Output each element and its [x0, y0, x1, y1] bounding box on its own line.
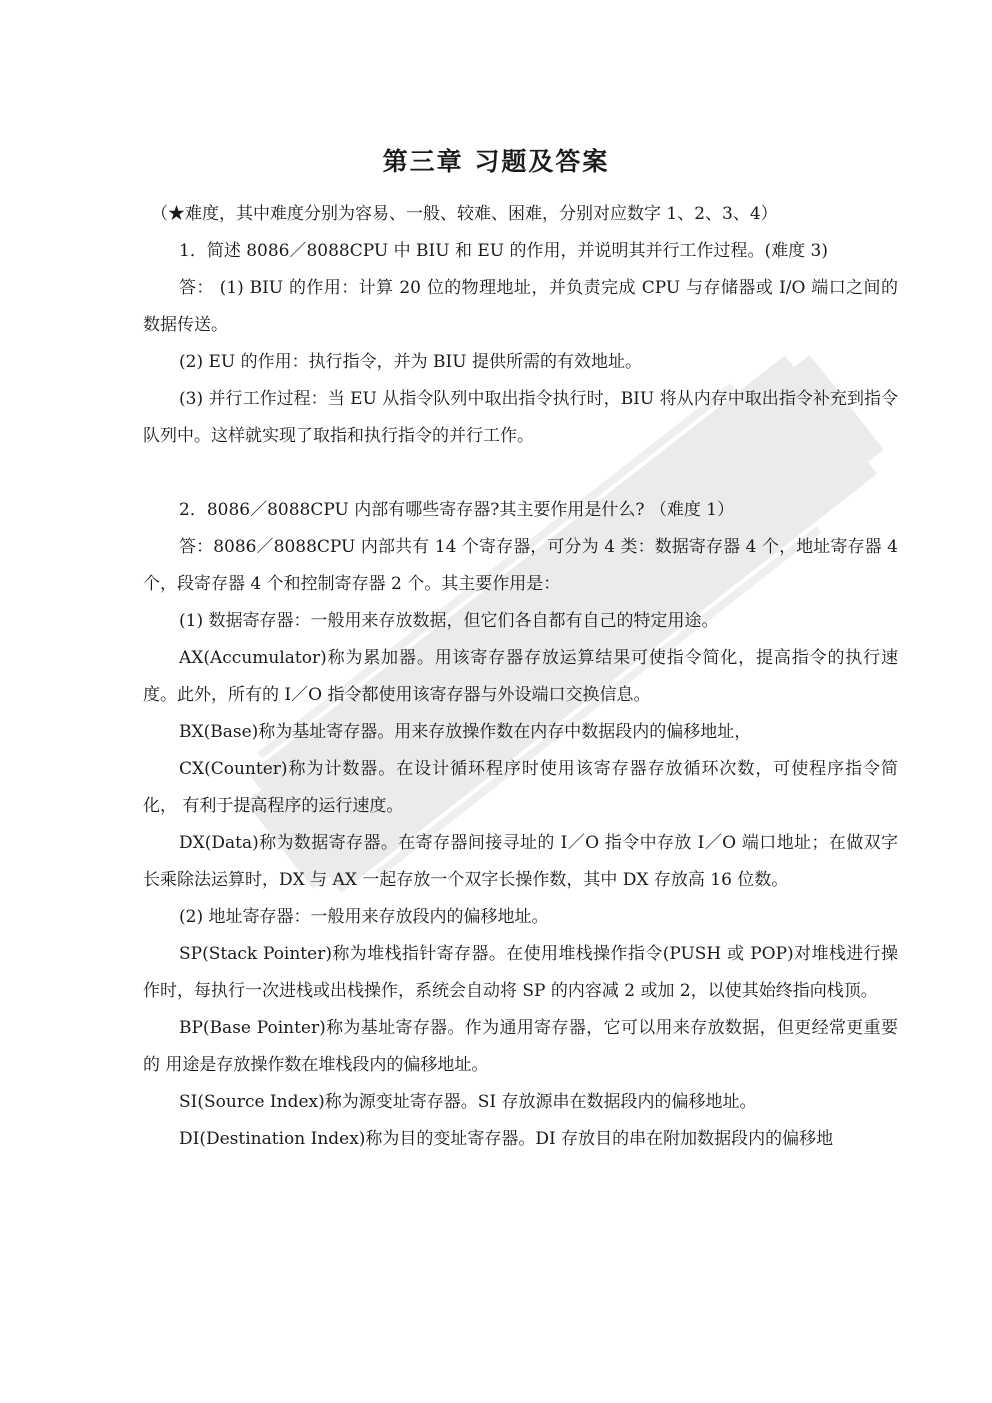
- bx-register-paragraph: BX(Base)称为基址寄存器。用来存放操作数在内存中数据段内的偏移地址，: [179, 722, 752, 742]
- si-register-paragraph: SI(Source Index)称为源变址寄存器。SI 存放源串在数据段内的偏移地址。: [179, 1092, 757, 1112]
- sp-register-paragraph: SP(Stack Pointer)称为堆栈指针寄存器。在使用堆栈操作指令(PUSH 或 POP)对堆栈进行操作时，每执行一次进栈或出栈操作，系统会自动将 SP 的内容减 2 或加 2，以使其始终指向栈顶。: [143, 944, 898, 1001]
- bp-register-paragraph: BP(Base Pointer)称为基址寄存器。作为通用寄存器，它可以用来存放数据，但更经常更重要的 用途是存放操作数在堆栈段内的偏移地址。: [143, 1018, 898, 1075]
- di-register-paragraph: DI(Destination Index)称为目的变址寄存器。DI 存放目的串在附加数据段内的偏移地: [179, 1129, 834, 1149]
- answer-1-eu: (2) EU 的作用：执行指令，并为 BIU 提供所需的有效地址。: [179, 352, 642, 372]
- question-1: 1．简述 8086／8088CPU 中 BIU 和 EU 的作用，并说明其并行工作过程。(难度 3): [179, 241, 828, 261]
- section-spacer: [143, 455, 898, 492]
- cx-register-paragraph: CX(Counter)称为计数器。在设计循环程序时使用该寄存器存放循环次数，可使程序指令简化， 有利于提高程序的运行速度。: [143, 759, 898, 816]
- chapter-title: 第三章 习题及答案: [382, 147, 610, 176]
- answer-1-parallel: (3) 并行工作过程：当 EU 从指令队列中取出指令执行时，BIU 将从内存中取出指令补充到指令 队列中。这样就实现了取指和执行指令的并行工作。: [143, 389, 898, 446]
- data-registers-heading: (1) 数据寄存器：一般用来存放数据，但它们各自都有自己的特定用途。: [179, 611, 719, 631]
- address-registers-heading: (2) 地址寄存器：一般用来存放段内的偏移地址。: [179, 907, 549, 927]
- difficulty-note: （★难度，其中难度分别为容易、一般、较难、困难，分别对应数字 1、2、3、4）: [151, 204, 778, 224]
- dx-register-paragraph: DX(Data)称为数据寄存器。在寄存器间接寻址的 I／O 指令中存放 I／O 端口地址；在做双字长乘除法运算时，DX 与 AX 一起存放一个双字长操作数，其中 DX 存放高 16 位数。: [143, 833, 898, 890]
- question-2: 2．8086／8088CPU 内部有哪些寄存器?其主要作用是什么? （难度 1）: [179, 500, 735, 520]
- document-body: [143, 196, 898, 1158]
- answer-2-intro: 答：8086／8088CPU 内部共有 14 个寄存器，可分为 4 类：数据寄存器 4 个，地址寄存器 4 个，段寄存器 4 个和控制寄存器 2 个。其主要作用是：: [143, 537, 898, 594]
- ax-register-paragraph: AX(Accumulator)称为累加器。用该寄存器存放运算结果可使指令简化，提高指令的执行速度。此外，所有的 I／O 指令都使用该寄存器与外设端口交换信息。: [143, 648, 898, 705]
- answer-1-biu: 答： (1) BIU 的作用：计算 20 位的物理地址，并负责完成 CPU 与存储器或 I/O 端口之间的数据传送。: [143, 278, 898, 335]
